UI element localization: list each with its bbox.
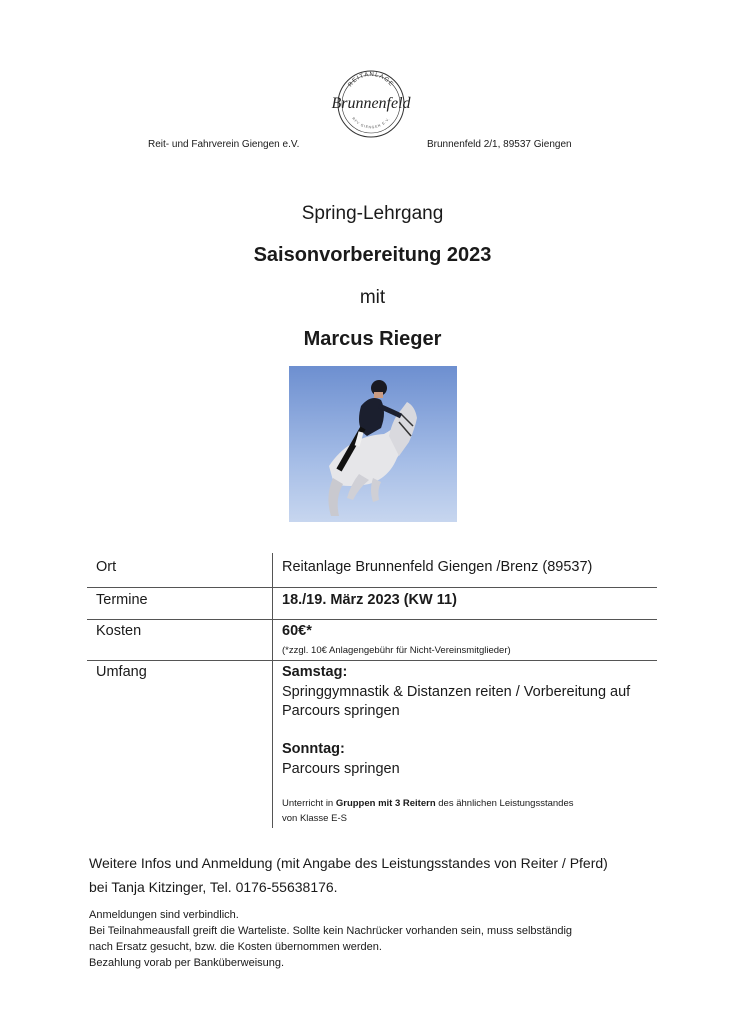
brunnenfeld-logo: [316, 60, 426, 148]
svg-text:RFV GIENGEN E.V.: [351, 116, 391, 129]
table-samstag-line1: Springgymnastik & Distanzen reiten / Vorbereitung auf: [282, 684, 631, 700]
table-column-divider: [272, 553, 273, 828]
table-unterricht-line2: von Klasse E-S: [282, 813, 347, 824]
fine-line1: Anmeldungen sind verbindlich.: [89, 909, 239, 921]
table-row-divider: [87, 619, 657, 620]
info-line2: bei Tanja Kitzinger, Tel. 0176-55638176.: [89, 879, 338, 895]
table-sonntag-label: Sonntag:: [282, 741, 345, 757]
table-sonntag-line1: Parcours springen: [282, 761, 400, 777]
table-kosten-label: Kosten: [96, 623, 142, 639]
title-trainer-name: Marcus Rieger: [303, 328, 442, 350]
logo-top-text: REITANLAGE: [347, 71, 395, 89]
table-kosten-note: (*zzgl. 10€ Anlagengebühr für Nicht-Vereinsmitglieder): [282, 645, 511, 656]
table-row-divider: [87, 660, 657, 661]
table-samstag-label: Samstag:: [282, 664, 348, 680]
title-spring-lehrgang: Spring-Lehrgang: [301, 203, 444, 224]
table-termine-value: 18./19. März 2023 (KW 11): [282, 592, 457, 608]
rider-horse-photo: [289, 366, 457, 522]
table-row-divider: [87, 587, 657, 588]
info-line1: Weitere Infos und Anmeldung (mit Angabe des Leistungsstandes von Reiter / Pferd): [89, 855, 608, 871]
logo-brand-text: Brunnenfeld: [331, 95, 411, 112]
logo-bottom-text: RFV GIENGEN E.V.: [351, 116, 391, 130]
fine-line4: Bezahlung vorab per Banküberweisung.: [89, 957, 285, 969]
table-kosten-value: 60€*: [282, 623, 312, 639]
title-mit: mit: [359, 287, 386, 308]
title-saisonvorbereitung: Saisonvorbereitung 2023: [253, 244, 492, 266]
table-umfang-label: Umfang: [96, 664, 147, 680]
svg-text:REITANLAGE: [348, 72, 395, 88]
table-termine-label: Termine: [96, 592, 148, 608]
table-ort-value: Reitanlage Brunnenfeld Giengen /Brenz (89537): [282, 559, 593, 575]
fine-line3: nach Ersatz gesucht, bzw. die Kosten übernommen werden.: [89, 941, 382, 953]
header-address: Brunnenfeld 2/1, 89537 Giengen: [427, 139, 572, 150]
fine-line2: Bei Teilnahmeausfall greift die Warteliste. Sollte kein Nachrücker vorhanden sein, muss selbständig: [89, 925, 573, 937]
table-ort-label: Ort: [96, 559, 117, 575]
table-unterricht-line1: Unterricht in Gruppen mit 3 Reitern des ähnlichen Leistungsstandes: [282, 798, 574, 809]
fine-print: [89, 907, 659, 971]
header-club-name: Reit- und Fahrverein Giengen e.V.: [148, 139, 300, 150]
table-samstag-line2: Parcours springen: [282, 703, 400, 719]
